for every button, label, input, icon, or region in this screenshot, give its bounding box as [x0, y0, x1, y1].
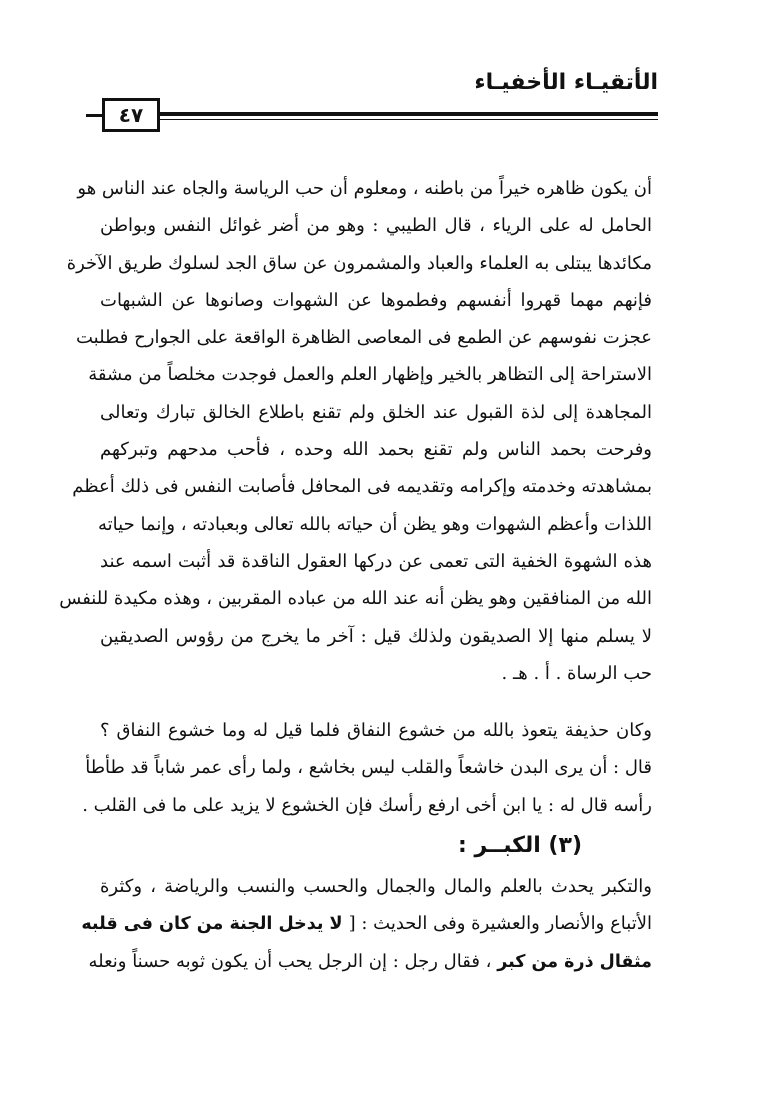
- text-line: الله من المنافقين وهو يظن أنه عند الله من عباده المقربين ، وهذه مكيدة للنفس: [59, 588, 652, 610]
- text-line: وفرحت بحمد الناس ولم تقنع بحمد الله وحده ، فأحب مدحهم وتبركهم: [100, 439, 652, 461]
- page-number: ٤٧: [118, 103, 144, 127]
- hadith-text: مثقال ذرة من كبر: [497, 951, 652, 972]
- section-heading: (٣) الكبــر :: [458, 833, 582, 859]
- hadith-text: لا يدخل الجنة من كان فى قلبه: [81, 914, 349, 935]
- paragraph-3: [81, 868, 652, 980]
- text-line: الحامل له على الرياء ، قال الطيبي : وهو من أضر غوائل النفس وبواطن: [100, 215, 652, 237]
- text-line: حب الرساة . أ . هـ .: [501, 662, 652, 684]
- text-line: رأسه قال له : يا ابن أخى ارفع رأسك فإن الخشوع لا يزيد على ما فى القلب .: [82, 794, 652, 816]
- text-line: المجاهدة إلى لذة القبول عند الخلق ولم تقنع باطلاع الخالق تبارك وتعالى: [100, 401, 652, 423]
- text-line: لا يسلم منها إلا الصديقون ولذلك قيل : آخر ما يخرج من رؤوس الصديقين: [100, 625, 652, 647]
- page-number-box: [102, 98, 160, 132]
- text-line: [88, 943, 652, 980]
- page-number-tick: [86, 114, 102, 117]
- text-run: الأتباع والأنصار والعشيرة وفى الحديث : [: [348, 913, 652, 935]
- text-line: الاستراحة إلى التظاهر بالخير وإظهار العلم والعمل فوجدت مخلصاً من مشقة: [88, 364, 652, 386]
- running-title: الأتقيـاء الأخفيـاء: [474, 70, 658, 95]
- text-line: والتكبر يحدث بالعلم والمال والجمال والحسب والنسب والرياضة ، وكثرة: [100, 876, 652, 898]
- header-rule-thin: [102, 119, 658, 120]
- text-line: أن يكون ظاهره خيراً من باطنه ، ومعلوم أن حب الرياسة والجاه عند الناس هو: [77, 178, 652, 199]
- body-text: [59, 170, 652, 980]
- text-line: قال : أن يرى البدن خاشعاً والقلب ليس بخاشع ، ولما رأى عمر شاباً قد طأطأ: [85, 757, 652, 779]
- text-line: اللذات وأعظم الشهوات وهو يظن أن حياته بالله تعالى وبعبادته ، وإنما حياته: [98, 513, 652, 535]
- paragraph-gap: [100, 692, 652, 712]
- text-line: بمشاهدته وخدمته وإكرامه وتقديمه فى المحافل فأصابت النفس فى ذلك أعظم: [72, 476, 652, 498]
- header-rule-thick: [102, 112, 658, 116]
- text-line: وكان حذيفة يتعوذ بالله من خشوع النفاق فلما قيل له وما خشوع النفاق ؟: [100, 720, 652, 742]
- text-line: [81, 905, 652, 942]
- text-line: فإنهم مهما قهروا أنفسهم وفطموها عن الشهوات وصانوها عن الشبهات: [100, 289, 652, 311]
- text-line: هذه الشهوة الخفية التى تعمى عن دركها العقول الناقدة قد أثبت اسمه عند: [100, 550, 652, 572]
- text-line: عجزت نفوسهم عن الطمع فى المعاصى الظاهرة الواقعة على الجوارح فطلبت: [75, 327, 652, 349]
- text-run: ، فقال رجل : إن الرجل يحب أن يكون ثوبه حسناً ونعله: [88, 950, 498, 972]
- paragraph-1: [59, 170, 652, 692]
- paragraph-2: [82, 712, 652, 824]
- text-line: مكائدها يبتلى به العلماء والعباد والمشمرون عن ساق الجد لسلوك طريق الآخرة: [66, 252, 652, 274]
